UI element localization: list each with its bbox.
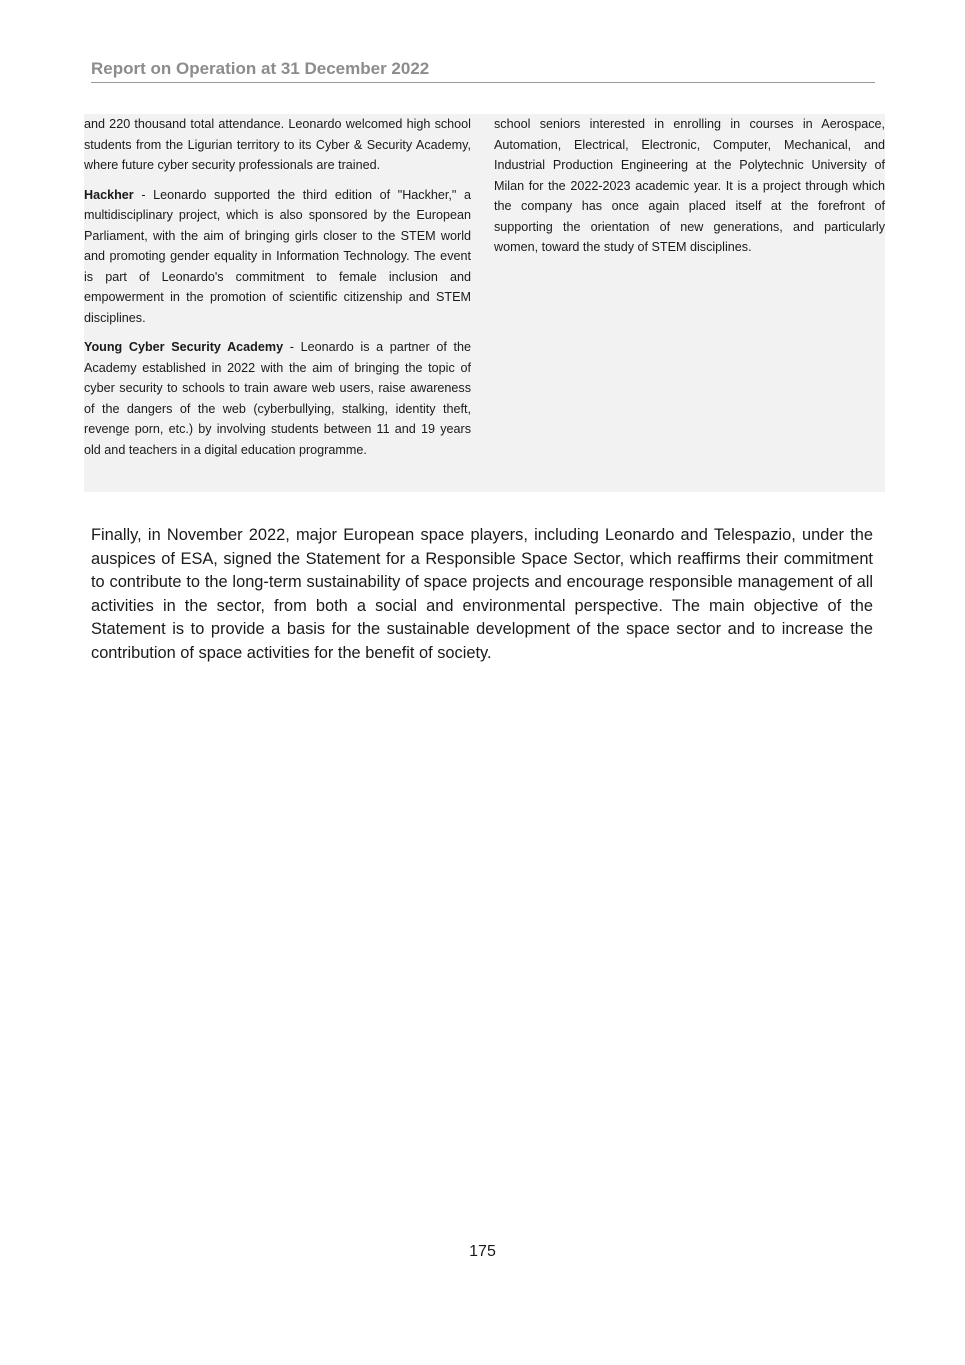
page-header [91, 58, 875, 83]
box-right-column [494, 114, 885, 267]
box-paragraph-young-cyber-academy [84, 337, 471, 460]
report-title: Report on Operation at 31 December 2022 [91, 59, 430, 78]
young-cyber-academy-text: - Leonardo is a partner of the Academy established in 2022 with the aim of bringing the topic of cyber security to schools to train aware web users, raise awareness of the dangers of the web (cyberbullying, stalking, identity theft, revenge porn, etc.) by involving students between 11 and 19 years old and teachers in a digital education programme. [84, 340, 471, 457]
box-paragraph-polytechnic: school seniors interested in enrolling in courses in Aerospace, Automation, Electrical, Electronic, Computer, Mechanical, and Industrial Production Engineering at the Polytechnic University of Milan for the 2022-2023 academic year. It is a project through which the company has once again placed itself at the forefront of supporting the orientation of new generations, and particularly women, toward the study of STEM disciplines. [494, 117, 885, 254]
box-paragraph-attendance: and 220 thousand total attendance. Leonardo welcomed high school students from the Ligurian territory to its Cyber & Security Academy, where future cyber security professionals are trained. [84, 117, 471, 172]
box-left-column [84, 114, 471, 469]
hackher-heading: Hackher [84, 187, 134, 202]
page-number: 175 [469, 1243, 496, 1260]
box-paragraph-hackher [84, 185, 471, 329]
highlight-box [84, 114, 885, 492]
body-paragraph-space-statement: Finally, in November 2022, major European space players, including Leonardo and Telespazio, under the auspices of ESA, signed the Statement for a Responsible Space Sector, which reaffirms their commitment to contribute to the long-term sustainability of space projects and encourage responsible management of all activities in the sector, from both a social and environmental perspective. The main objective of the Statement is to provide a basis for the sustainable development of the space sector and to increase the contribution of space activities for the benefit of society. [91, 526, 873, 662]
hackher-text: - Leonardo supported the third edition of "Hackher," a multidisciplinary project, which is also sponsored by the European Parliament, with the aim of bringing girls closer to the STEM world and promoting gender equality in Information Technology. The event is part of Leonardo's commitment to female inclusion and empowerment in the promotion of scientific citizenship and STEM disciplines. [84, 187, 471, 325]
young-cyber-academy-heading: Young Cyber Security Academy [84, 340, 284, 354]
